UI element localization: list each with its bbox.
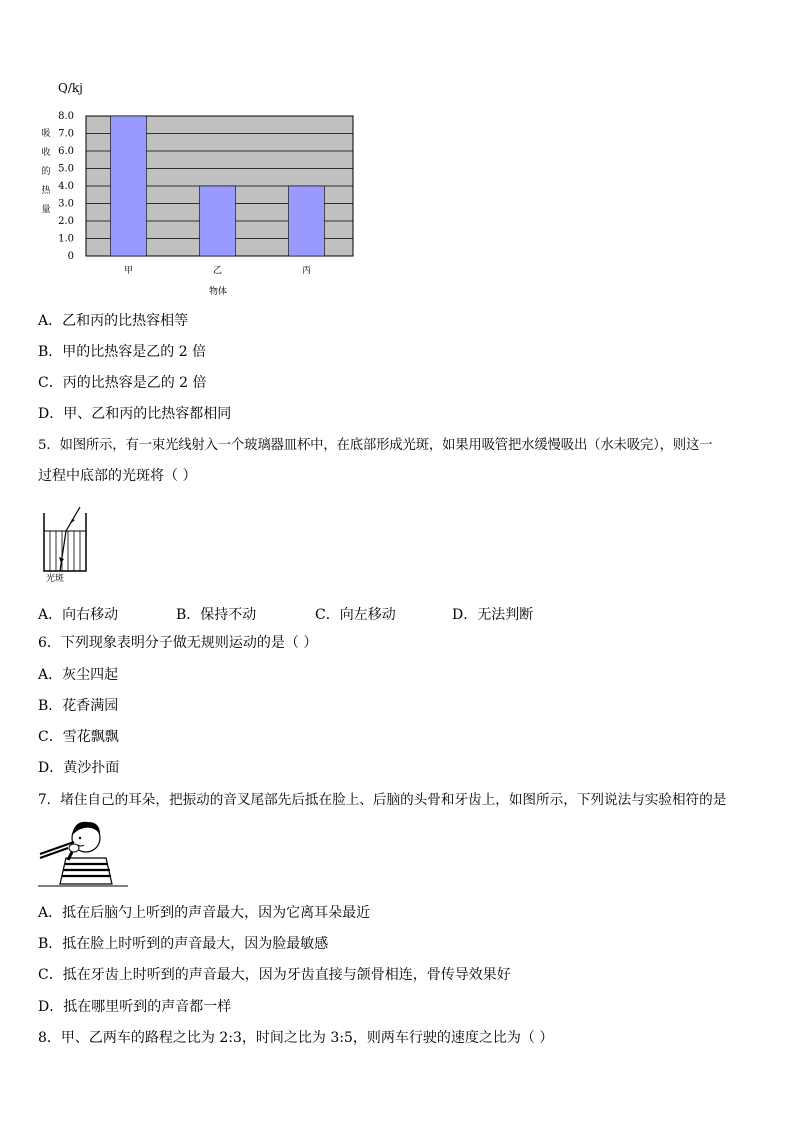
q7-stem: 7．堵住自己的耳朵，把振动的音叉尾部先后抵在脸上、后脑的头骨和牙齿上，如图所示，下列说法与实验相符的是 (38, 792, 727, 808)
y-unit-label: Q/kj (58, 81, 83, 95)
y-label-char: 量 (41, 205, 51, 215)
boy-tuning-fork-figure (38, 814, 130, 892)
q7-option-b: B．抵在脸上时听到的声音最大，因为脸最敏感 (38, 936, 329, 952)
bar-chart (40, 78, 370, 298)
x-tick-label: 丙 (301, 266, 312, 276)
q6-option-c: C．雪花飘飘 (38, 729, 119, 745)
q7-option-a: A．抵在后脑勺上听到的声音最大，因为它离耳朵最近 (38, 905, 371, 921)
y-tick-label: 6.0 (58, 146, 74, 157)
q4-option-b: B．甲的比热容是乙的 2 倍 (38, 344, 207, 360)
bar-2 (200, 186, 236, 256)
x-axis-label: 物体 (208, 287, 228, 297)
q6-stem: 6．下列现象表明分子做无规则运动的是（ ） (38, 635, 318, 651)
y-tick-label: 8.0 (58, 111, 74, 122)
q5-stem-line1: 5．如图所示，有一束光线射入一个玻璃器皿杯中，在底部形成光斑，如果用吸管把水缓慢吸出（水未吸完），则这一 (38, 438, 713, 453)
bar-1 (111, 116, 147, 256)
q8-stem: 8．甲、乙两车的路程之比为 2:3，时间之比为 3:5，则两车行驶的速度之比为（ ） (38, 1030, 554, 1046)
y-tick-label: 0 (67, 251, 74, 262)
y-tick-label: 7.0 (58, 128, 74, 140)
q4-option-c: C．丙的比热容是乙的 2 倍 (38, 375, 207, 391)
q5-option-b: B．保持不动 (176, 607, 257, 623)
q4-option-a: A．乙和丙的比热容相等 (38, 313, 189, 329)
bar-3 (289, 186, 325, 256)
q6-option-a: A．灰尘四起 (38, 667, 119, 683)
q4-option-d: D．甲、乙和丙的比热容都相同 (38, 406, 232, 422)
y-label-char: 的 (41, 167, 51, 177)
q5-option-d: D．无法判断 (452, 607, 534, 623)
y-label-char: 吸 (41, 129, 51, 139)
light-spot-label: 光斑 (46, 574, 65, 584)
y-tick-label: 5.0 (58, 163, 74, 175)
plot-area (58, 111, 353, 276)
x-tick-label: 乙 (212, 266, 223, 276)
q5-option-c: C．向左移动 (315, 607, 396, 623)
q6-option-b: B．花香满园 (38, 698, 119, 714)
light-beaker-figure (40, 505, 90, 585)
y-tick-label: 3.0 (58, 198, 74, 210)
y-tick-label: 2.0 (58, 216, 74, 227)
q7-option-d: D．抵在哪里听到的声音都一样 (38, 999, 232, 1015)
q6-option-d: D．黄沙扑面 (38, 760, 120, 776)
q7-option-c: C．抵在牙齿上时听到的声音最大，因为牙齿直接与颌骨相连，骨传导效果好 (38, 967, 511, 983)
q5-stem-line2: 过程中底部的光斑将（ ） (38, 468, 197, 484)
y-label-char: 收 (41, 148, 51, 158)
y-tick-label: 4.0 (58, 181, 74, 192)
q5-option-a: A．向右移动 (38, 607, 119, 623)
x-tick-label: 甲 (123, 266, 134, 276)
y-axis-label (41, 128, 51, 215)
y-tick-label: 1.0 (58, 233, 74, 245)
y-label-char: 热 (41, 186, 51, 196)
